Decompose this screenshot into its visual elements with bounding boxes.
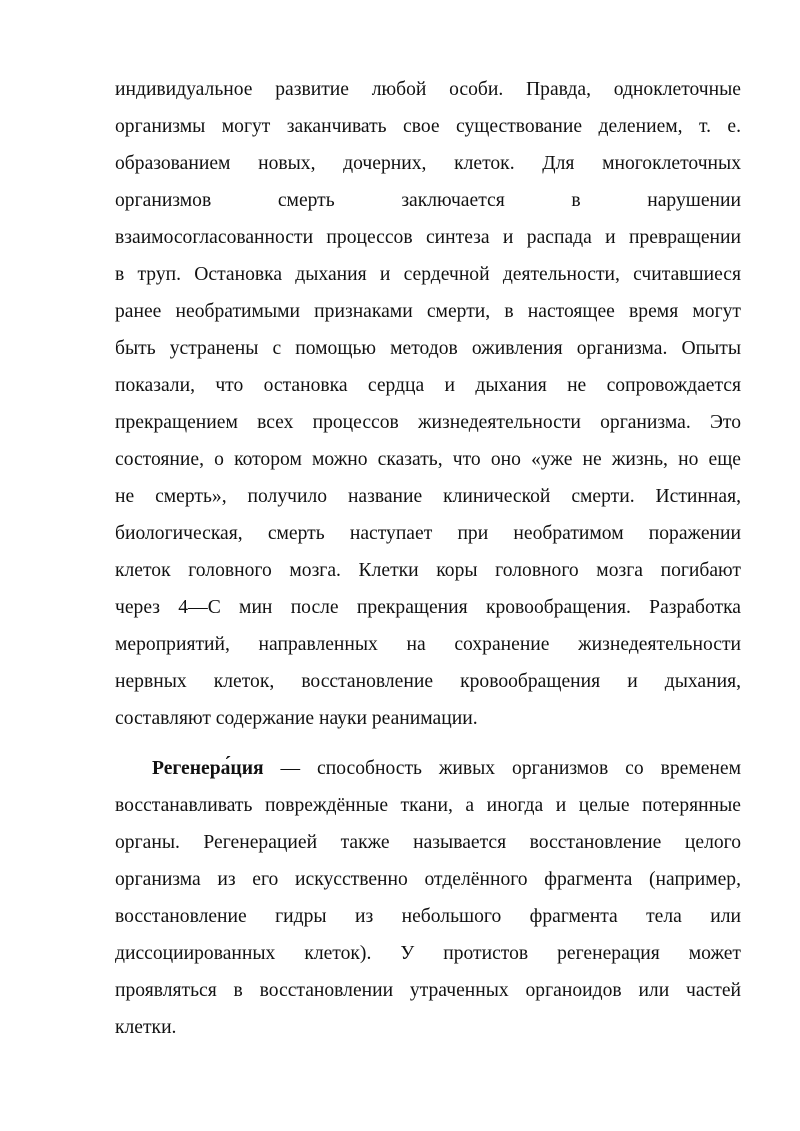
text-line: восстановление гидры из небольшого фрагмента тела или: [115, 906, 741, 927]
text-line: биологическая, смерть наступает при необратимом поражении: [115, 523, 741, 544]
text-line: мероприятий, направленных на сохранение жизнедеятельности: [115, 634, 741, 655]
text-line: нервных клеток, восстановление кровообращения и дыхания,: [115, 671, 741, 692]
text-line: не смерть», получило название клинической смерти. Истинная,: [115, 486, 741, 507]
text-line: взаимосогласованности процессов синтеза и распада и превращении: [115, 227, 741, 248]
text-line: в труп. Остановка дыхания и сердечной деятельности, считавшиеся: [115, 264, 741, 285]
text-line-first: [115, 750, 741, 787]
paragraph-death: [115, 71, 741, 737]
text-line: органы. Регенерацией также называется восстановление целого: [115, 832, 741, 853]
text-line: ранее необратимыми признаками смерти, в настоящее время могут: [115, 301, 741, 322]
term-regeneration: Регенера́ция: [152, 758, 264, 779]
text-line: индивидуальное развитие любой особи. Правда, одноклеточные: [115, 79, 741, 100]
paragraph-spacer: [115, 737, 741, 750]
text-line: организмов смерть заключается в нарушении: [115, 190, 741, 211]
text-line: образованием новых, дочерних, клеток. Для многоклеточных: [115, 153, 741, 174]
text-line: организма из его искусственно отделённого фрагмента (например,: [115, 869, 741, 890]
text-line: показали, что остановка сердца и дыхания не сопровождается: [115, 375, 741, 396]
text-line: быть устранены с помощью методов оживления организма. Опыты: [115, 338, 741, 359]
document-page: [115, 71, 741, 1046]
text-line: диссоциированных клеток). У протистов регенерация может: [115, 943, 741, 964]
text-line: клетки.: [115, 1017, 177, 1038]
text-line: восстанавливать повреждённые ткани, а иногда и целые потерянные: [115, 795, 741, 816]
text-line: клеток головного мозга. Клетки коры головного мозга погибают: [115, 560, 741, 581]
text-line: проявляться в восстановлении утраченных органоидов или частей: [115, 980, 741, 1001]
text-line: через 4—С мин после прекращения кровообращения. Разработка: [115, 597, 741, 618]
text-line: организмы могут заканчивать свое существование делением, т. е.: [115, 116, 741, 137]
text-line: прекращением всех процессов жизнедеятельности организма. Это: [115, 412, 741, 433]
text-line: состояние, о котором можно сказать, что оно «уже не жизнь, но еще: [115, 449, 741, 470]
paragraph-regeneration: [115, 750, 741, 1046]
definition-start: — способность живых организмов со временем: [263, 758, 741, 779]
text-line: составляют содержание науки реанимации.: [115, 708, 478, 729]
